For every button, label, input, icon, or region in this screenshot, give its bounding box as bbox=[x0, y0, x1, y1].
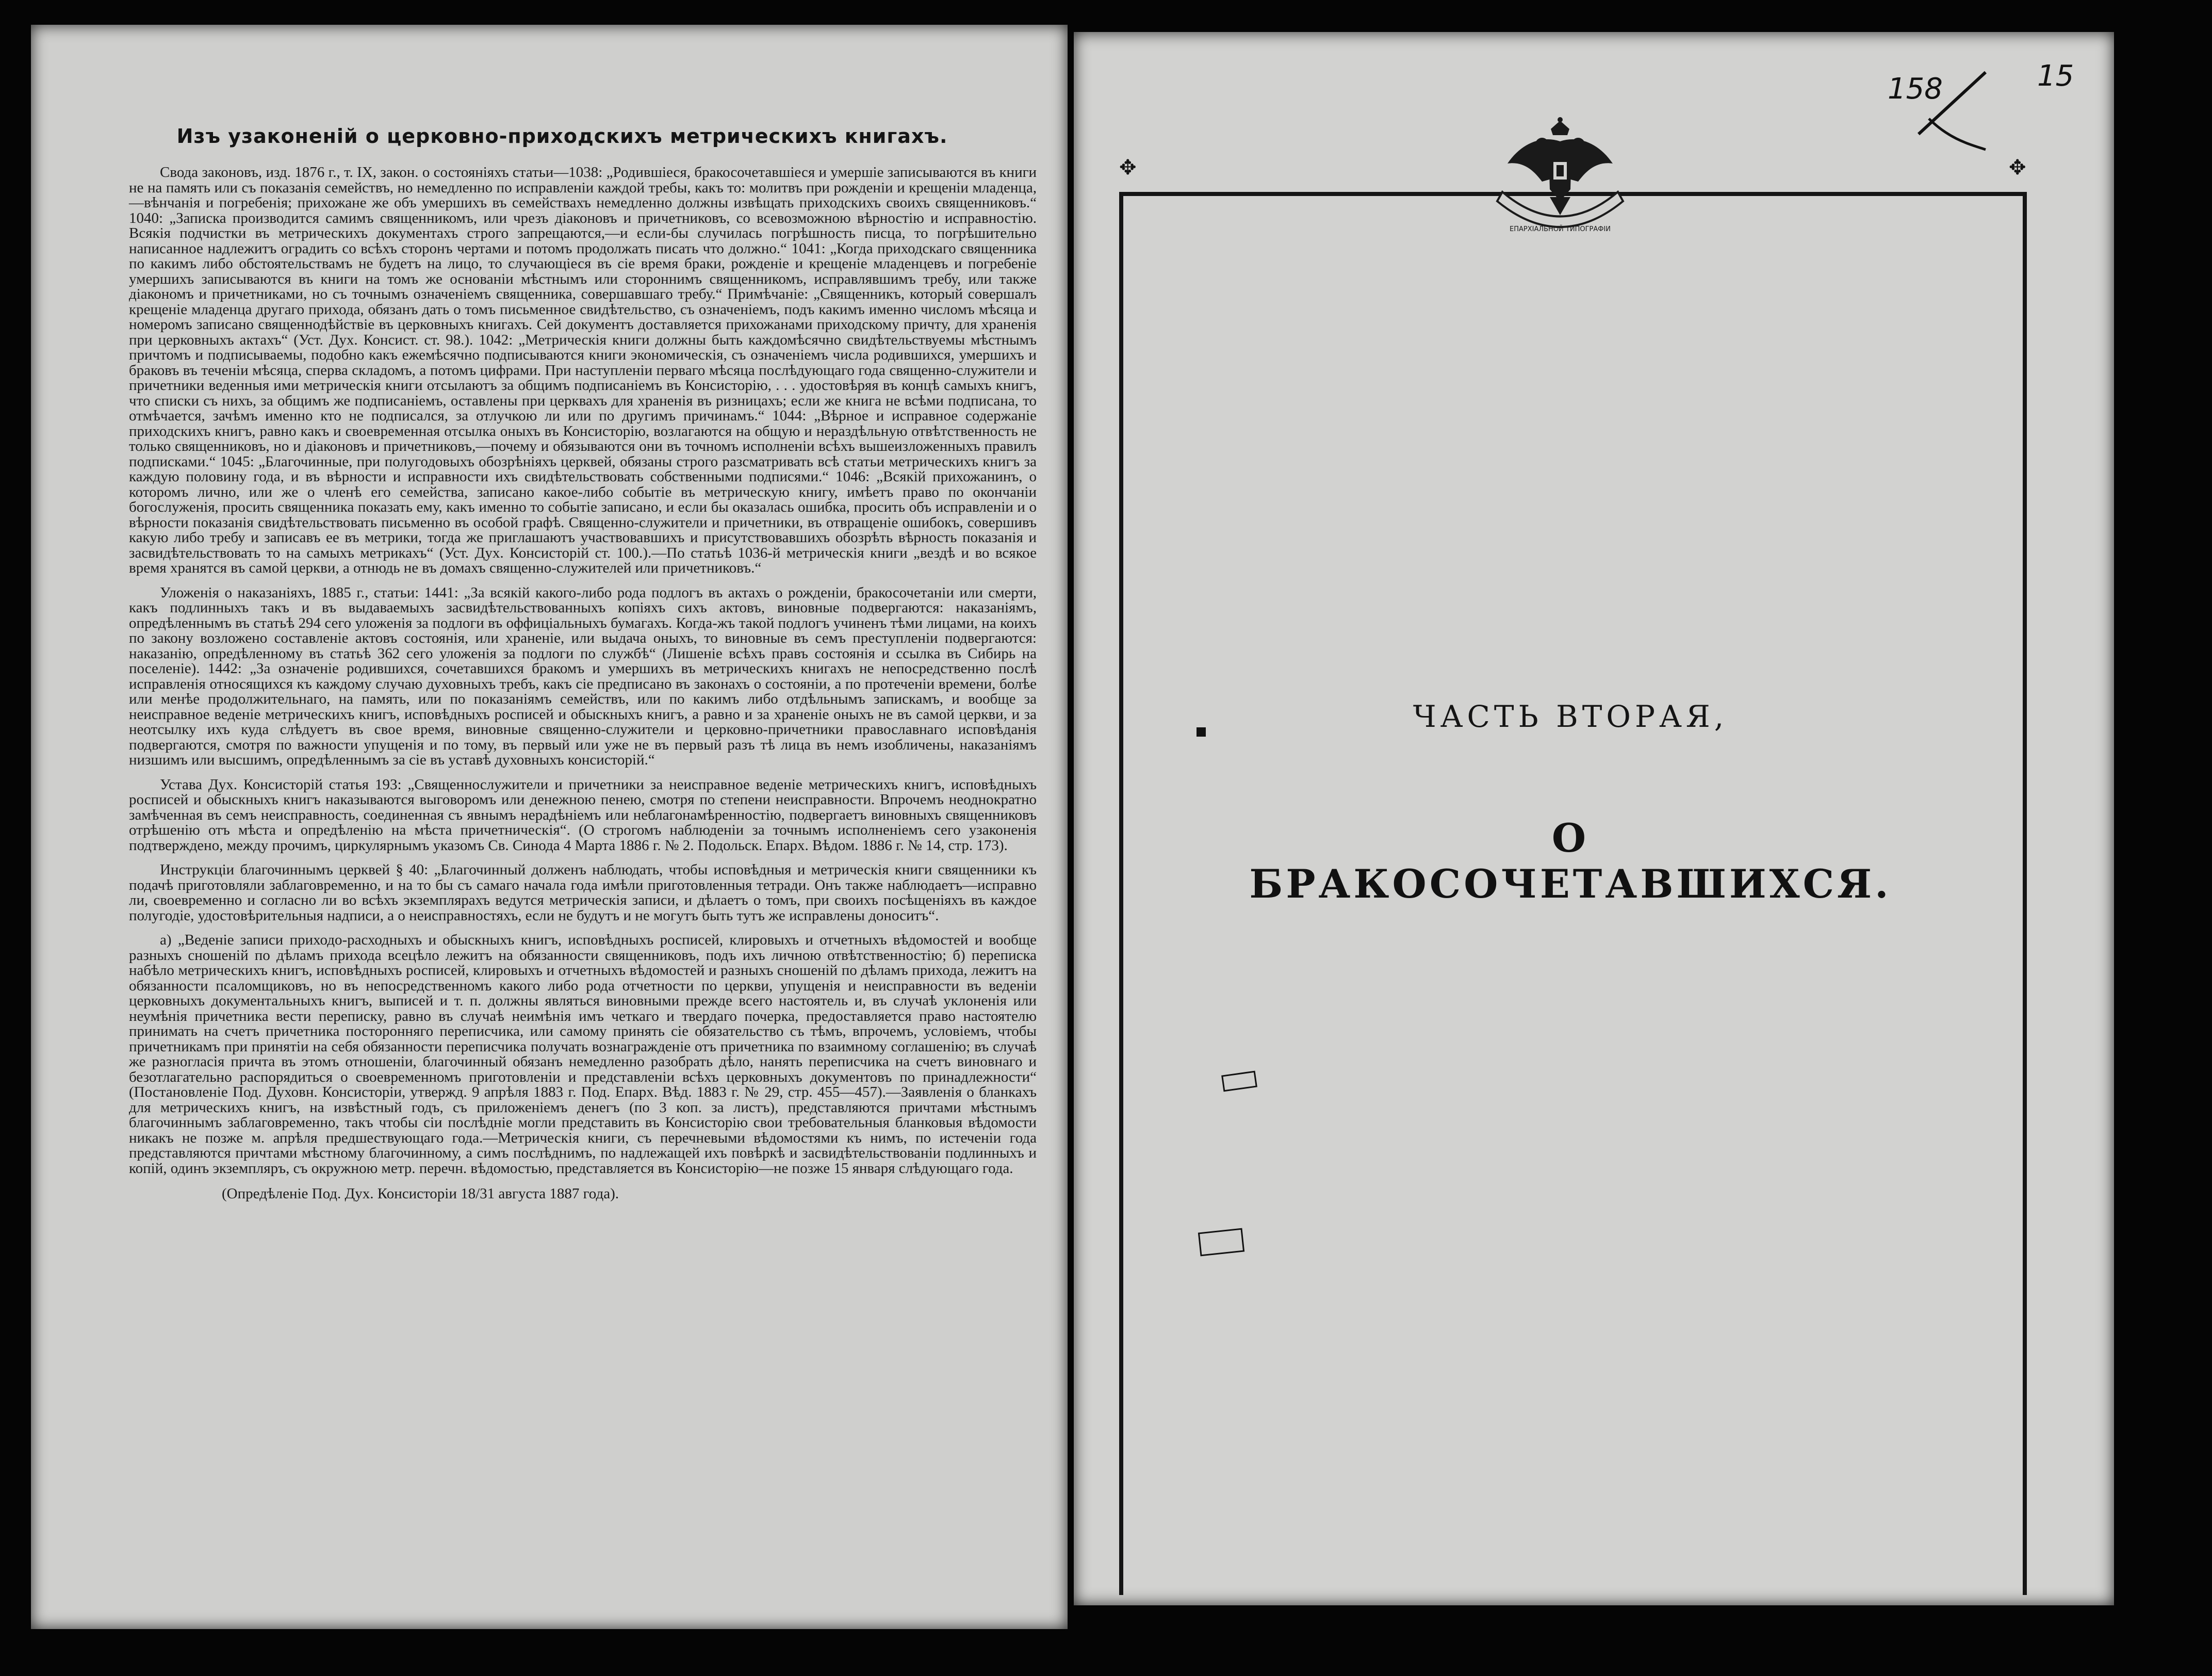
pencil-strike-mark-icon bbox=[1908, 57, 2001, 160]
frame-corner-ornament-left: ✥ bbox=[1119, 156, 1137, 180]
paragraph-svod-zakonov: Свода законовъ, изд. 1876 г., т. IX, закон. о состояніяхъ статьи—1038: „Родившіеся, бракосочетавшіеся и умершіе записываются въ книги не на память или съ показанія семействъ, но немедленно по исправленіи каждой требы, какъ то: молитвъ при рожденіи и крещеніи младенца,—вѣнчанія и погребенія; прихожане же объ умершихъ въ семействахъ немедленно должны извѣщать приходскихъ своихъ священниковъ.“ 1040: „Записка производится самимъ священникомъ, или чрезъ діаконовъ и причетниковъ, со всевозможною вѣрностію и исправностію. Всякія подчистки въ метрическихъ документахъ строго запрещаются,—и если-бы случилась погрѣшность писца, то погрѣшительно написанное надлежитъ оградить со всѣхъ сторонъ чертами и потомъ продолжать писать что должно.“ 1041: „Когда приходскаго священника по какимъ либо обстоятельствамъ не будетъ на лицо, то случающіеся въ сіе время браки, рожденіе и крещеніе младенцевъ и погребеніе умершихъ записываются въ книги на томъ же основаніи мѣстнымъ или стороннимъ священникомъ, исправлявшимъ требу, или также діакономъ и причетниками, но съ точнымъ означеніемъ священника, совершавшаго требу.“ Примѣчаніе: „Священникъ, который совершалъ крещеніе младенца другаго прихода, обязанъ дать о томъ письменное свидѣтельство, съ означеніемъ, подъ какимъ именно числомъ мѣсяца и номеромъ записано священнодѣйствіе въ церковныхъ книгахъ. Сей документъ доставляется прихожанами приходскому причту, для храненія при церковныхъ актахъ“ (Уст. Дух. Консист. ст. 98.). 1042: „Метрическія книги должны быть каждомѣсячно свидѣтельствуемы мѣстнымъ причтомъ и подписываемы, подобно какъ ежемѣсячно подписываются книги экономическія, съ означеніемъ числа родившихся, умершихъ и браковъ въ теченіи мѣсяца, сперва складомъ, а потомъ цифрами. При наступленіи перваго мѣсяца послѣдующаго года священно-служители и причетники веденныя ими метрическія книги отсылаютъ за общимъ подписаніемъ въ Консисторію, . . . удостовѣряя въ концѣ самыхъ книгъ, что списки съ нихъ, за общимъ же подписаніемъ, оставлены при церквахъ для храненія въ ризницахъ; если же книга не всѣми подписана, то отмѣчается, зачѣмъ именно кто не подписался, за отлучкою ли или по другимъ причинамъ.“ 1044: „Вѣрное и исправное содержаніе приходскихъ книгъ, равно какъ и своевременная отсылка оныхъ въ Консисторію, возлагаются на общую и нераздѣльную отвѣтственность не только священниковъ, но и діаконовъ и причетниковъ,—почему и обязываются они въ точномъ исполненіи всѣхъ вышеизложенныхъ правилъ подписками.“ 1045: „Благочинные, при полугодовыхъ обозрѣніяхъ церквей, обязаны строго разсматривать всѣ статьи метрическихъ книгъ за каждую половину года, и въ вѣрности и исправности ихъ свидѣтельствовать собственными подписями.“ 1046: „Всякій прихожанинъ, о которомъ лично, или же о членѣ его семейства, записано какое-либо событіе въ метрическую книгу, имѣетъ право по окончаніи богослуженія, просить священника показать ему, какъ именно то событіе записано, и если бы оказалась ошибка, просить объ исправленіи и о вѣрности показанія свидѣтельствовать письменно въ особой графѣ. Священно-служители и причетники, въ отвращеніе ошибокъ, совершивъ какую либо требу и записавъ ее въ метрики, тогда же приглашаютъ участвовавшихъ и присутствовавшихъ обозрѣть вѣрность показанія и засвидѣтельствовать то на самыхъ метрикахъ“ (Уст. Дух. Консисторій ст. 100.).—По статьѣ 1036-й метрическія книги „вездѣ и во всякое время хранятся въ самой церкви, а отнюдь не въ домахъ священно-служителей или причетниковъ.“ bbox=[129, 164, 1037, 576]
paragraph-veden-zapisi: а) „Веденіе записи приходо-расходныхъ и обыскныхъ книгъ, исповѣдныхъ росписей, клировыхъ и отчетныхъ вѣдомостей и вообще разныхъ сношеній по дѣламъ прихода всецѣло лежитъ на обязанности священниковъ, подъ ихъ личною отвѣтственностію; б) переписка набѣло метрическихъ книгъ, исповѣдныхъ росписей, клировыхъ и отчетныхъ вѣдомостей и разныхъ сношеній по дѣламъ прихода, лежитъ на обязанности псаломщиковъ, но въ непосредственномъ какого либо рода отчетности по церкви, упущенія и неисправности въ веденіи церковныхъ документальныхъ книгъ, выписей и т. п. должны являться виновными прежде всего настоятель и, въ случаѣ уклоненія или неумѣнія причетника вести переписку, равно въ случаѣ неимѣнія имъ четкаго и твердаго почерка, предоставляется право настоятелю принимать на счетъ причетника посторонняго переписчика, или самому принять сіе обязательство съ тѣмъ, впрочемъ, условіемъ, чтобы причетникамъ при принятіи на себя обязанности переписчика получать вознагражденіе отъ причетника по взаимному соглашенію; въ случаѣ же разногласія причта въ этомъ отношеніи, благочинный обязанъ немедленно разобрать дѣло, нанять переписчика на счетъ виновнаго и безотлагательно распорядиться о своевременномъ приготовленіи и представленіи всѣхъ церковныхъ документовъ по принадлежности“ (Постановленіе Под. Духовн. Консисторіи, утвержд. 9 апрѣля 1883 г. Под. Епарх. Вѣд. 1883 г. № 29, стр. 455—457).—Заявленія о бланкахъ для метрическихъ книгъ, на извѣстный годъ, съ приложеніемъ денегъ (по 3 коп. за листъ), представляются причтами мѣстнымъ благочиннымъ заблаговременно, такъ чтобы сіи послѣдніе могли представить въ Консисторію свои требовательныя бланковыя вѣдомости никакъ не позже м. апрѣля предшествующаго года.—Метрическія книги, съ перечневыми вѣдомостями къ нимъ, по истеченіи года представляются причтами мѣстному благочинному, а симъ послѣднимъ, по надлежащей ихъ повѣркѣ и засвидѣтельствованіи подлинныхъ и копій, одинъ экземпляръ, съ окружною метр. перечн. вѣдомостью, представляется въ Консисторію—не позже 15 января слѣдующаго года. bbox=[129, 932, 1037, 1177]
imperial-eagle-emblem-icon bbox=[1493, 115, 1627, 249]
paper-fleck-mark bbox=[1197, 727, 1206, 737]
emblem-ribbon-text: ЕПАРХІАЛЬНОЙ ТИПОГРАФІИ bbox=[1510, 225, 1611, 233]
signoff-line: (Опредѣленіе Под. Дух. Консисторіи 18/31 августа 1887 года). bbox=[222, 1185, 619, 1202]
page-heading: Изъ узаконеній о церковно-приходскихъ метрическихъ книгахъ. bbox=[176, 125, 948, 148]
part-title: ЧАСТЬ ВТОРАЯ, bbox=[1413, 699, 1728, 734]
pencil-folio-number-crossed: 158 bbox=[1888, 72, 1943, 106]
part-subtitle: О БРАКОСОЧЕТАВШИХСЯ. bbox=[1249, 815, 1892, 907]
frame-corner-ornament-right: ✥ bbox=[2009, 156, 2026, 180]
paper-tab-mark bbox=[1198, 1228, 1244, 1257]
law-text-body bbox=[129, 165, 1037, 1211]
paragraph-ulozhenie: Уложенія о наказаніяхъ, 1885 г., статьи: 1441: „За всякій какого-либо рода подлогъ въ актахъ о рожденіи, бракосочетаніи или смерти, какъ подлинныхъ такъ и въ выдаваемыхъ засвидѣтельствованныхъ копіяхъ сихъ актовъ, виновные подвергаются: наказаніямъ, опредѣленнымъ въ статьѣ 294 сего уложенія за подлоги въ оффиціальныхъ бумагахъ. Когда-жъ такой подлогъ учиненъ тѣми лицами, на коихъ по закону возложено составленіе актовъ состоянія, или храненіе, или выдача оныхъ, то виновные въ семъ преступленіи подвергаются: наказанію, опредѣленному въ статьѣ 362 сего уложенія за подлоги по службѣ“ (Лишеніе всѣхъ правъ состоянія и ссылка въ Сибирь на поселеніе). 1442: „За означеніе родившихся, сочетавшихся бракомъ и умершихъ въ метрическихъ книгахъ не непосредственно послѣ исправленія относящихся къ каждому случаю духовныхъ требъ, какъ сіе предписано въ законахъ о состояніи, а по протеченіи времени, болѣе или менѣе продолжительнаго, на память, или по показаніямъ семействъ, или по какимъ либо отдѣльнымъ запискамъ, и вообще за неисправное веденіе метрическихъ книгъ, исповѣдныхъ росписей и обыскныхъ книгъ, а равно и за храненіе оныхъ не въ самой церкви, и за неотсылку ихъ куда слѣдуетъ въ свое время, виновные священно-служители и церковно-причетники православнаго исповѣданія подвергаются, смотря по важности упущенія и по тому, въ первый или уже не въ первый разъ тѣ лица въ немъ изобличены, наказаніямъ низшимъ или высшимъ, опредѣленнымъ за сіе въ уставѣ духовныхъ консисторій.“ bbox=[129, 584, 1037, 768]
paragraph-ustav-konsistoriy: Устава Дух. Консисторій статья 193: „Священнослужители и причетники за неисправное веденіе метрическихъ книгъ, исповѣдныхъ росписей и обыскныхъ книгъ наказываются выговоромъ или денежною пенею, смотря по степени неисправности. Впрочемъ неоднократно замѣченная въ семъ неисправность, соединенная съ явнымъ нерадѣніемъ или неблагонамѣренностію, подвергаетъ виновныхъ священниковъ отрѣшенію отъ мѣста и опредѣленію на мѣста причетническія“. (О строгомъ наблюденіи за точнымъ исполненіемъ сего узаконенія подтверждено, между прочимъ, циркулярнымъ указомъ Св. Синода 4 Марта 1886 г. № 2. Подольск. Епарх. Вѣдом. 1886 г. № 14, стр. 173). bbox=[129, 776, 1037, 854]
pencil-folio-number: 15 bbox=[2037, 59, 2074, 93]
paragraph-instruktsii: Инструкціи благочиннымъ церквей § 40: „Благочинный долженъ наблюдать, чтобы исповѣдныя и метрическія книги священники къ подачѣ приготовляли заблаговременно, и на то бы съ самаго начала года имѣли приготовленныя тетради. Онъ также наблюдаетъ—исправно ли, своевременно и согласно ли во всѣхъ экземплярахъ ведутся метрическія записи, и дѣлаетъ о томъ, при своихъ посѣщеніяхъ въ каждое полугодіе, удостовѣрительныя надписи, а о неисправностяхъ, если не будутъ и не могутъ быть тутъ же исправлены доноситъ“. bbox=[129, 861, 1037, 924]
